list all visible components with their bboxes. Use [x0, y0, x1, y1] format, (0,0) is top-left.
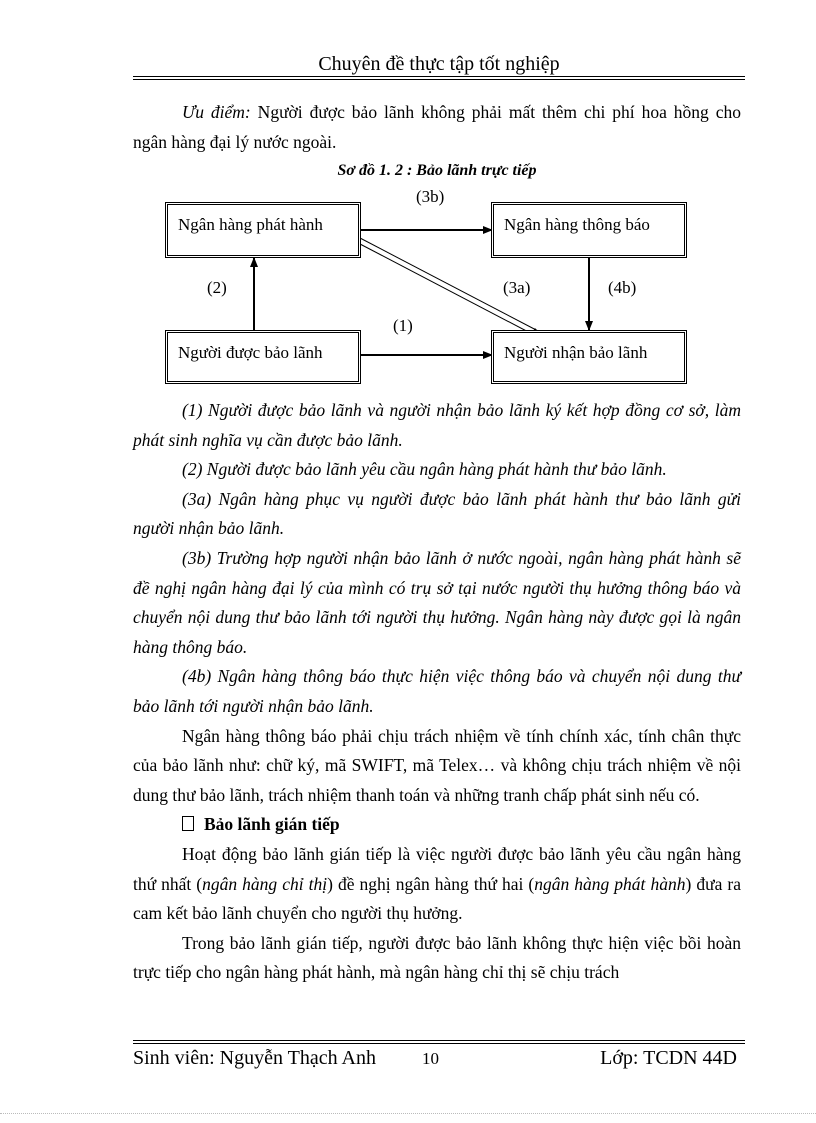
footer-rule-bottom — [133, 1043, 745, 1044]
intro-text: Người được bảo lãnh không phải mất thêm chi phí hoa hồng cho ngân hàng đại lý nước ngoài. — [133, 102, 741, 152]
box-applicant: Người được bảo lãnh — [165, 330, 361, 384]
footer-page-number: 10 — [422, 1049, 439, 1068]
note-2: (2) Người được bảo lãnh yêu cầu ngân hàng phát hành thư bảo lãnh. — [182, 459, 667, 480]
indirect-text-b: ) đề nghị ngân hàng thứ hai ( — [327, 873, 535, 894]
label-3a: (3a) — [503, 278, 531, 297]
indirect-text-a: Hoạt động bảo lãnh gián tiếp là việc người được bảo lãnh yêu cầu ngân hàng thứ nhất ( — [133, 843, 741, 894]
indirect-paragraph-2: Trong bảo lãnh gián tiếp, người được bảo lãnh không thực hiện việc bồi hoàn trực tiếp cho ngân hàng phát hành, mà ngân hàng chỉ thị sẽ chịu trách — [133, 932, 741, 983]
indirect-text-c: ) đưa ra cam kết bảo lãnh chuyển cho người thụ hưởng. — [133, 873, 741, 924]
diagram-arrows — [0, 0, 816, 400]
label-4b: (4b) — [608, 278, 637, 297]
note-3a: (3a) Ngân hàng phục vụ người được bảo lãnh phát hành thư bảo lãnh gửi người nhận bảo lãnh. — [133, 488, 741, 539]
note-4b: (4b) Ngân hàng thông báo thực hiện việc thông báo và chuyển nội dung thư bảo lãnh tới người nhận bảo lãnh. — [133, 666, 741, 716]
box-beneficiary: Người nhận bảo lãnh — [491, 330, 687, 384]
page-bottom-border — [0, 1113, 816, 1114]
bullet-box-icon — [182, 816, 194, 831]
box-advising-bank: Ngân hàng thông báo — [491, 202, 687, 258]
section-heading — [133, 810, 741, 840]
intro-label: Ưu điểm: — [182, 102, 251, 122]
main-body — [133, 396, 741, 988]
indirect-term-issuing: ngân hàng phát hành — [534, 873, 686, 894]
section-heading-text: Bảo lãnh gián tiếp — [204, 814, 340, 835]
paragraph-advising: Ngân hàng thông báo phải chịu trách nhiệm về tính chính xác, tính chân thực của bảo lãnh như: chữ ký, mã SWIFT, mã Telex… và không chịu trách nhiệm về nội dung thư bảo lãnh, trách nhiệm thanh toán và những tranh chấp phát sinh nếu có. — [133, 725, 741, 805]
note-1: (1) Người được bảo lãnh và người nhận bảo lãnh ký kết hợp đồng cơ sở, làm phát sinh nghĩa vụ cần được bảo lãnh. — [133, 400, 741, 450]
label-2: (2) — [207, 278, 227, 297]
label-3b: (3b) — [416, 187, 445, 206]
footer-student: Sinh viên: Nguyễn Thạch Anh — [133, 1047, 376, 1069]
page-header-title: Chuyên đề thực tập tốt nghiệp — [318, 53, 560, 75]
diagram-caption: Sơ đồ 1. 2 : Bảo lãnh trực tiếp — [337, 162, 537, 179]
note-3b: (3b) Trường hợp người nhận bảo lãnh ở nước ngoài, ngân hàng phát hành sẽ đề nghị ngân hàng đại lý của mình có trụ sở tại nước người thụ hưởng thông báo và chuyển nội dung thư bảo lãnh tới người thụ hưởng. Ngân hàng này được gọi là ngân hàng thông báo. — [133, 547, 741, 657]
indirect-paragraph-1 — [133, 840, 741, 929]
footer-rule-top — [133, 1040, 745, 1041]
indirect-term-instructing: ngân hàng chỉ thị — [202, 873, 328, 894]
box-issuing-bank: Ngân hàng phát hành — [165, 202, 361, 258]
label-1: (1) — [393, 316, 413, 335]
footer-class: Lớp: TCDN 44D — [600, 1047, 737, 1069]
